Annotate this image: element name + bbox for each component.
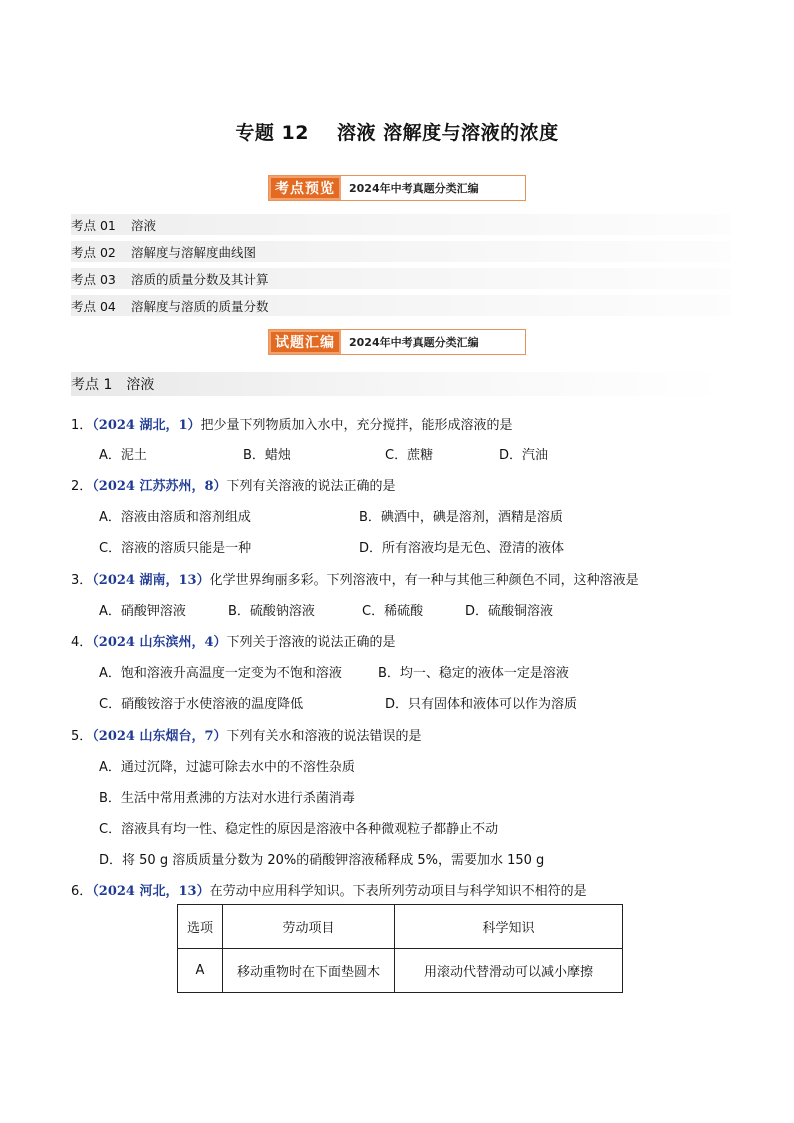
banner-preview-tag: 考点预览	[269, 176, 341, 200]
banner-exercises-tag: 试题汇编	[269, 330, 341, 354]
toc-list	[71, 214, 731, 322]
question-number: 5．	[71, 729, 93, 744]
toc-label: 溶解度与溶质的质量分数	[131, 298, 269, 314]
option-d[interactable]: D．只有固体和液体可以作为溶质	[385, 697, 578, 712]
question-number: 2．	[71, 479, 93, 494]
topic-number: 专题 12	[235, 122, 309, 144]
banner-preview	[268, 175, 526, 201]
toc-item[interactable]	[71, 214, 731, 235]
toc-code: 考点 03	[71, 271, 116, 287]
banner-preview-subtitle: 2024年中考真题分类汇编	[349, 182, 479, 195]
question-source: （2024 湖北，1）	[92, 418, 201, 433]
option-b[interactable]: B．生活中常用煮沸的方法对水进行杀菌消毒	[99, 791, 355, 806]
question-number: 6．	[71, 884, 93, 899]
question-stem: 在劳动中应用科学知识。下表所列劳动项目与科学知识不相符的是	[209, 884, 587, 899]
table-header-cell: 选项	[178, 905, 223, 949]
question-stem: 下列有关水和溶液的说法错误的是	[226, 729, 422, 744]
toc-code: 考点 01	[71, 217, 116, 233]
option-a[interactable]: A．泥土	[99, 448, 147, 463]
table-header-cell: 劳动项目	[223, 905, 395, 949]
option-d[interactable]: D．汽油	[499, 448, 549, 463]
option-b[interactable]: B．硫酸钠溶液	[228, 604, 315, 619]
option-a[interactable]: A．溶液由溶质和溶剂组成	[99, 510, 251, 525]
question-source: （2024 山东滨州，4）	[92, 635, 227, 650]
section-code: 考点 1	[71, 377, 113, 393]
section-label: 溶液	[126, 377, 155, 393]
table-cell: 用滚动代替滑动可以减小摩擦	[395, 949, 623, 993]
topic-title: 溶液 溶解度与溶液的浓度	[336, 122, 559, 144]
toc-code: 考点 04	[71, 298, 116, 314]
table-cell: A	[178, 949, 223, 993]
question-1	[71, 414, 731, 433]
question-6	[71, 880, 731, 899]
question-stem: 化学世界绚丽多彩。下列溶液中，有一种与其他三种颜色不同，这种溶液是	[209, 573, 639, 588]
question-stem: 把少量下列物质加入水中，充分搅拌，能形成溶液的是	[200, 418, 513, 433]
table-cell: 移动重物时在下面垫圆木	[223, 949, 395, 993]
option-c[interactable]: C．溶液具有均一性、稳定性的原因是溶液中各种微观粒子都静止不动	[99, 822, 499, 837]
question-number: 1．	[71, 418, 93, 433]
question-source: （2024 江苏苏州，8）	[92, 479, 227, 494]
toc-code: 考点 02	[71, 244, 116, 260]
question-stem: 下列有关溶液的说法正确的是	[226, 479, 396, 494]
option-b[interactable]: B．蜡烛	[243, 448, 291, 463]
banner-exercises-subtitle: 2024年中考真题分类汇编	[349, 336, 479, 349]
option-a[interactable]: A．饱和溶液升高温度一定变为不饱和溶液	[99, 666, 342, 681]
question-source: （2024 湖南，13）	[92, 573, 210, 588]
question-3	[71, 569, 731, 588]
option-c[interactable]: C．蔗糖	[385, 448, 434, 463]
option-a[interactable]: A．通过沉降，过滤可除去水中的不溶性杂质	[99, 760, 355, 775]
question-2	[71, 475, 731, 494]
question-number: 3．	[71, 573, 93, 588]
table-header-cell: 科学知识	[395, 905, 623, 949]
table-header-row	[178, 905, 623, 949]
option-c[interactable]: C．硝酸铵溶于水使溶液的温度降低	[99, 697, 304, 712]
question-stem: 下列关于溶液的说法正确的是	[226, 635, 396, 650]
toc-label: 溶质的质量分数及其计算	[131, 271, 269, 287]
option-c[interactable]: C．溶液的溶质只能是一种	[99, 541, 252, 556]
toc-item[interactable]	[71, 268, 731, 289]
toc-item[interactable]	[71, 295, 731, 316]
question-6-table	[177, 904, 623, 993]
question-number: 4．	[71, 635, 93, 650]
question-source: （2024 河北，13）	[92, 884, 210, 899]
page-title	[0, 118, 794, 145]
option-d[interactable]: D．所有溶液均是无色、澄清的液体	[359, 541, 565, 556]
section-heading	[71, 372, 723, 396]
question-5	[71, 725, 731, 744]
toc-item[interactable]	[71, 241, 731, 262]
option-b[interactable]: B．碘酒中，碘是溶剂，酒精是溶质	[359, 510, 563, 525]
option-d[interactable]: D．将 50 g 溶质质量分数为 20%的硝酸钾溶液稀释成 5%，需要加水 150 g	[99, 853, 545, 868]
toc-label: 溶液	[131, 217, 157, 233]
question-4	[71, 631, 731, 650]
table-row	[178, 949, 623, 993]
option-c[interactable]: C．稀硫酸	[362, 604, 424, 619]
option-d[interactable]: D．硫酸铜溶液	[465, 604, 554, 619]
option-b[interactable]: B．均一、稳定的液体一定是溶液	[378, 666, 569, 681]
toc-label: 溶解度与溶解度曲线图	[131, 244, 257, 260]
question-source: （2024 山东烟台，7）	[92, 729, 227, 744]
banner-exercises	[268, 329, 526, 355]
option-a[interactable]: A．硝酸钾溶液	[99, 604, 186, 619]
